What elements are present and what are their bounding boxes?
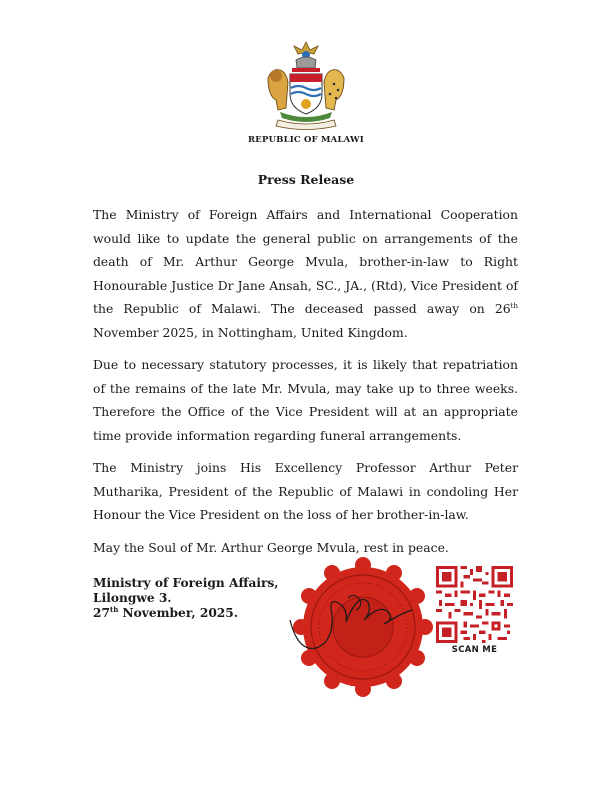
ministry-name: Ministry of Foreign Affairs, xyxy=(93,576,279,590)
city-line: Lilongwe 3. xyxy=(93,591,172,605)
paragraph-announcement-text: The Ministry of Foreign Affairs and International Cooperation would like to update the general public on arrangements of the death of Mr. Arthur George Mvula, brother-in-law to Right Honourable Justice Dr Jane Ansah, SC., JA., (Rtd), Vice President of the Republic of Malawi. The deceased passed away on 26 xyxy=(93,207,518,316)
ordinal-suffix: th xyxy=(510,302,518,310)
country-name: REPUBLIC OF MALAWI xyxy=(248,135,364,145)
paragraph-closing: May the Soul of Mr. Arthur George Mvula, rest in peace. xyxy=(93,539,449,555)
date-ordinal: th xyxy=(109,605,119,614)
date-line xyxy=(93,606,279,621)
qr-scan-label: SCAN ME xyxy=(451,645,498,655)
date-day: 27 xyxy=(93,606,110,620)
date-rest: November, 2025. xyxy=(118,606,238,620)
qr-code-icon xyxy=(436,566,513,643)
page-title: Press Release xyxy=(257,172,355,187)
press-release-body xyxy=(93,203,518,568)
paragraph-repatriation: Due to necessary statutory processes, it is likely that repatriation of the remains of the late Mr. Mvula, may take up to three weeks. Therefore the Office of the Vice President will at an appropriate time provide information regarding funeral arrangements. xyxy=(93,357,518,443)
paragraph-announcement-tail: November 2025, in Nottingham, United Kingdom. xyxy=(93,324,408,340)
malawi-coat-of-arms-icon xyxy=(258,38,354,134)
handwritten-signature-icon xyxy=(288,552,438,702)
signature-block xyxy=(93,576,279,621)
paragraph-condolence: The Ministry joins His Excellency Professor Arthur Peter Mutharika, President of the Republic of Malawi in condoling Her Honour the Vice President on the loss of her brother-in-law. xyxy=(93,460,518,522)
paragraph-announcement xyxy=(93,203,518,344)
